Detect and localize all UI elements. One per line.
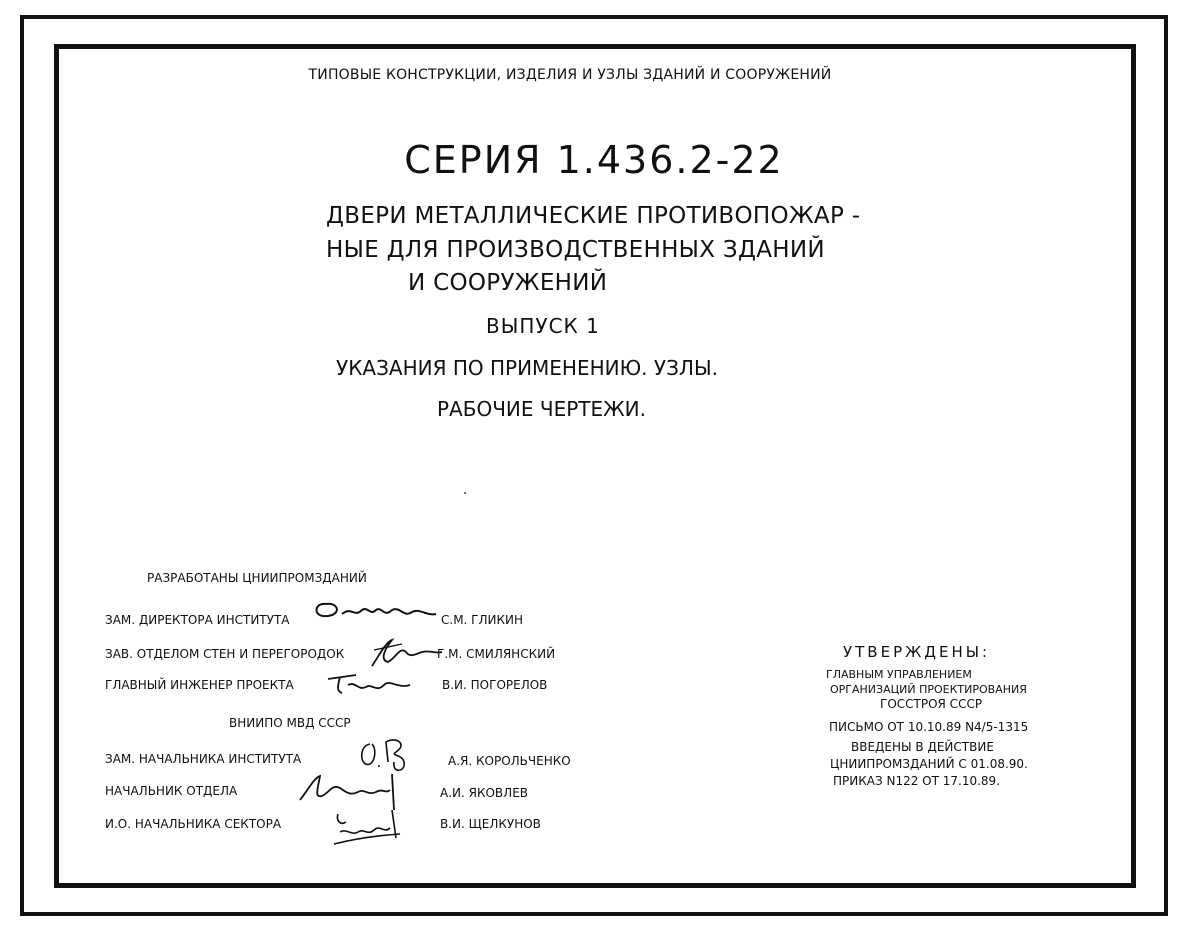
approval-line-4: ПИСЬМО ОТ 10.10.89 N4/5-1315 [829, 720, 1029, 734]
position-acting-head-sector: И.О. НАЧАЛЬНИКА СЕКТОРА [105, 817, 282, 831]
approval-heading: УТВЕРЖДЕНЫ: [843, 643, 991, 661]
position-head-department: НАЧАЛЬНИК ОТДЕЛА [105, 784, 238, 798]
issue-contents: УКАЗАНИЯ ПО ПРИМЕНЕНИЮ. УЗЛЫ. [336, 356, 718, 380]
issue-number: ВЫПУСК 1 [486, 314, 600, 338]
position-head-walls-dept: ЗАВ. ОТДЕЛОМ СТЕН И ПЕРЕГОРОДОК [105, 647, 345, 661]
name-acting-head-sector: В.И. ЩЕЛКУНОВ [440, 817, 541, 831]
approval-line-3: ГОССТРОЯ СССР [880, 697, 983, 711]
issue-drawings: РАБОЧИЕ ЧЕРТЕЖИ. [437, 397, 646, 421]
approval-line-7: ПРИКАЗ N122 ОТ 17.10.89. [833, 774, 1001, 788]
signature-shchelkunov [330, 806, 404, 852]
document-title-line-2: НЫЕ ДЛЯ ПРОИЗВОДСТВЕННЫХ ЗДАНИЙ [326, 237, 825, 263]
developer-org-2: ВНИИПО МВД СССР [229, 716, 351, 730]
document-title-line-3: И СООРУЖЕНИЙ [408, 270, 608, 296]
name-head-walls-dept: Г.М. СМИЛЯНСКИЙ [437, 647, 556, 661]
document-title-line-1: ДВЕРИ МЕТАЛЛИЧЕСКИЕ ПРОТИВОПОЖАР - [326, 203, 861, 229]
series-number: СЕРИЯ 1.436.2-22 [404, 138, 784, 182]
name-deputy-director: С.М. ГЛИКИН [441, 613, 524, 627]
position-deputy-head-institute: ЗАМ. НАЧАЛЬНИКА ИНСТИТУТА [105, 752, 302, 766]
developer-org-1: РАЗРАБОТАНЫ ЦНИИПРОМЗДАНИЙ [147, 571, 367, 585]
approval-line-2: ОРГАНИЗАЦИЙ ПРОЕКТИРОВАНИЯ [830, 683, 1027, 696]
name-head-department: А.И. ЯКОВЛЕВ [440, 786, 529, 800]
name-deputy-head-institute: А.Я. КОРОЛЬЧЕНКО [448, 754, 571, 768]
approval-line-5: ВВЕДЕНЫ В ДЕЙСТВИЕ [851, 740, 994, 754]
signature-glikin [312, 596, 442, 628]
signature-pogorelov [326, 671, 416, 697]
signature-smilyansky [366, 636, 446, 670]
approval-line-6: ЦНИИПРОМЗДАНИЙ С 01.08.90. [830, 757, 1028, 771]
position-chief-engineer: ГЛАВНЫЙ ИНЖЕНЕР ПРОЕКТА [105, 678, 294, 692]
position-deputy-director: ЗАМ. ДИРЕКТОРА ИНСТИТУТА [105, 613, 290, 627]
series-caption: ТИПОВЫЕ КОНСТРУКЦИИ, ИЗДЕЛИЯ И УЗЛЫ ЗДАНИЙ И СООРУЖЕНИЙ [308, 67, 832, 83]
name-chief-engineer: В.И. ПОГОРЕЛОВ [442, 678, 548, 692]
approval-line-1: ГЛАВНЫМ УПРАВЛЕНИЕМ [826, 668, 972, 681]
scan-speck [464, 492, 466, 494]
